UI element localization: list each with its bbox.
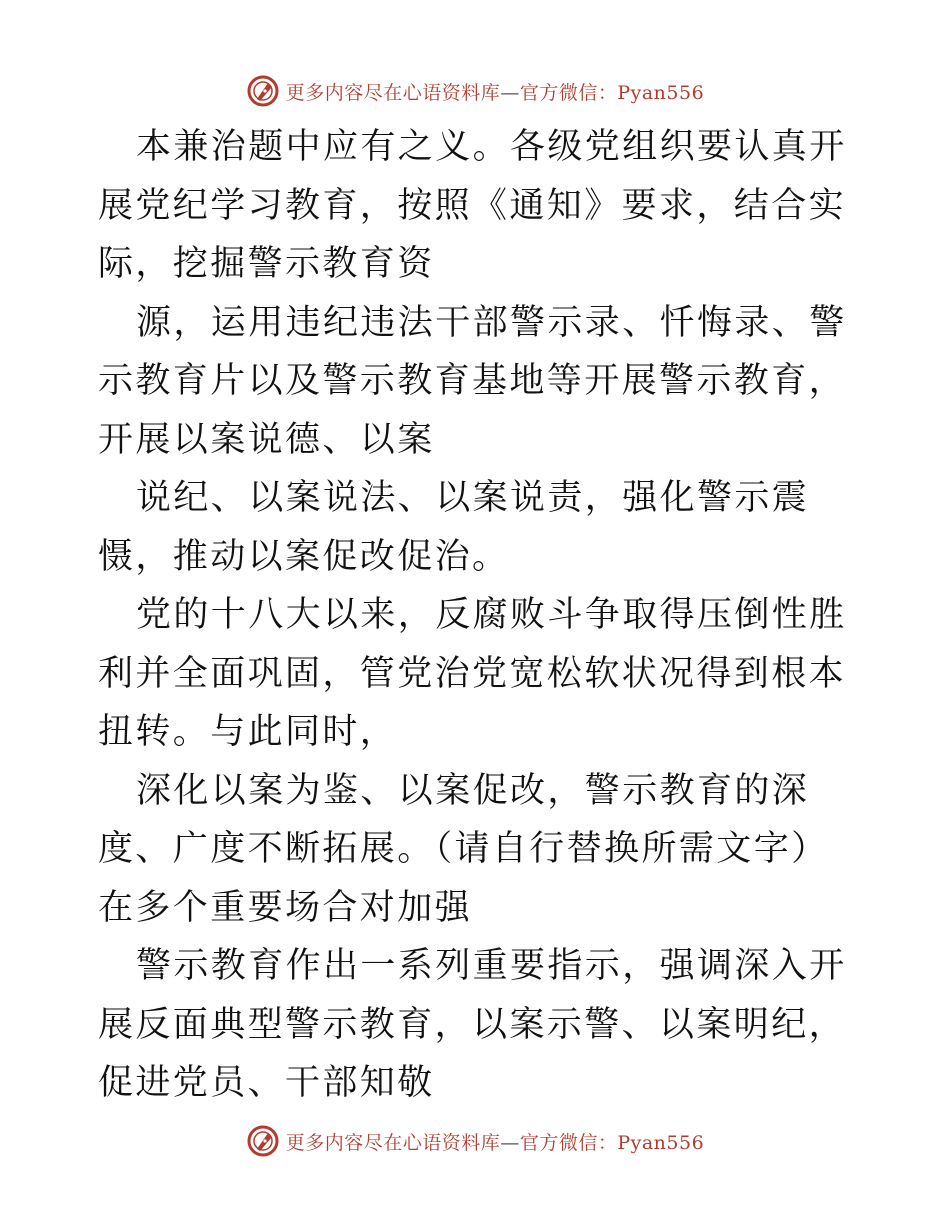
footer-wechat-id: Pyan556 [617, 1131, 705, 1154]
footer-banner-text [286, 1128, 704, 1155]
paragraph: 警示教育作出一系列重要指示，强调深入开展反面典型警示教育，以案示警、以案明纪，促进党员、干部知敬 [98, 946, 847, 1103]
pen-nib-logo-icon [246, 74, 280, 108]
pen-nib-logo-icon [246, 1124, 280, 1158]
header-banner [0, 74, 950, 108]
footer-brand-text: 更多内容尽在心语资料库 [285, 1131, 501, 1154]
paragraph: 党的十八大以来，反腐败斗争取得压倒性胜利并全面巩固，管党治党宽松软状况得到根本扭转。与此同时， [98, 595, 847, 752]
paragraph: 源，运用违纪违法干部警示录、忏悔录、警示教育片以及警示教育基地等开展警示教育，开展以案说德、以案 [98, 302, 847, 460]
header-separator: — [500, 81, 520, 104]
paragraph: 说纪、以案说法、以案说责，强化警示震慑，推动以案促改促治。 [98, 478, 810, 577]
footer-wechat-label: 官方微信： [519, 1131, 618, 1154]
paragraph: 深化以案为鉴、以案促改，警示教育的深度、广度不断拓展。（请自行替换所需文字）在多个重要场合对加强 [98, 770, 829, 928]
document-body [98, 118, 858, 1113]
header-banner-text [286, 78, 704, 105]
header-wechat-id: Pyan556 [617, 81, 705, 104]
header-wechat-label: 官方微信： [519, 81, 618, 104]
footer-separator: — [500, 1131, 520, 1154]
footer-banner [0, 1124, 950, 1158]
header-brand-text: 更多内容尽在心语资料库 [285, 81, 501, 104]
paragraph: 本兼治题中应有之义。各级党组织要认真开展党纪学习教育，按照《通知》要求，结合实际，挖掘警示教育资 [98, 127, 847, 284]
